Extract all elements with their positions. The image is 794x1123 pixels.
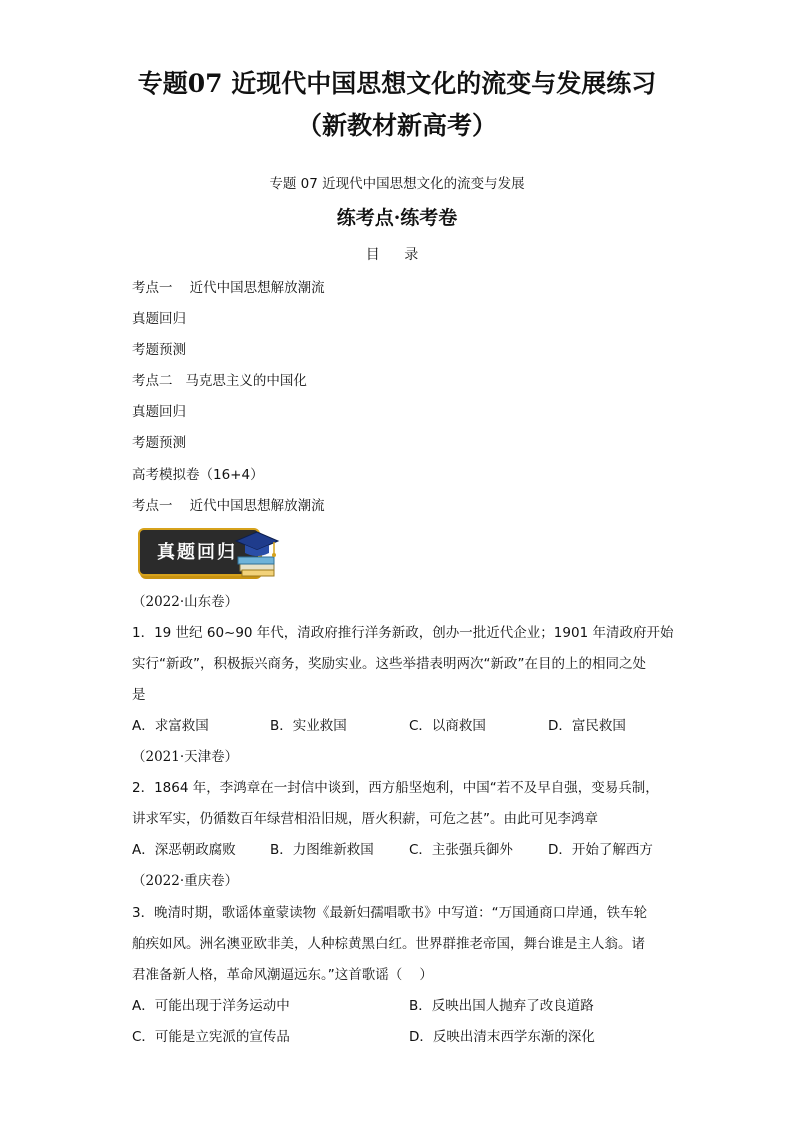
question-text-line: 实行“新政”，积极振兴商务，奖励实业。这些举措表明两次“新政”在目的上的相同之处 [132,656,646,672]
option-c[interactable]: C．可能是立宪派的宣传品 [132,1029,290,1045]
graduation-cap-books-icon [234,526,280,578]
option-d[interactable]: D．反映出清末西学东渐的深化 [409,1029,595,1045]
option-a[interactable]: A．可能出现于洋务运动中 [132,998,290,1014]
question-text-line: 2．1864 年，李鸿章在一封信中谈到，西方船坚炮利，中国“若不及早自强，变易兵制， [132,780,659,796]
option-b[interactable]: B．反映出国人抛弃了改良道路 [409,998,594,1014]
option-d[interactable]: D．开始了解西方 [548,842,653,858]
toc-item[interactable]: 真题回归 [132,404,186,420]
section-heading: 考点一 近代中国思想解放潮流 [132,498,325,514]
badge-label: 真题回归 [157,542,237,563]
toc-item[interactable]: 真题回归 [132,311,186,327]
question-source: （2022·重庆卷） [132,873,239,889]
toc-item[interactable]: 考题预测 [132,342,186,358]
option-c[interactable]: C．主张强兵御外 [409,842,513,858]
toc-item[interactable]: 考点二 马克思主义的中国化 [132,373,307,389]
document-title-subline: （新教材新高考） [296,111,497,140]
toc-item[interactable]: 考题预测 [132,435,186,451]
toc-item[interactable]: 高考模拟卷（16+4） [132,467,264,483]
toc-item[interactable]: 考点一 近代中国思想解放潮流 [132,280,325,296]
question-text-line: 讲求军实，仍循数百年绿营相沿旧规，厝火积薪，可危之甚”。由此可见李鸿章 [132,811,598,827]
option-a[interactable]: A．求富救国 [132,718,209,734]
toc-title: 目 录 [365,247,429,263]
option-a[interactable]: A．深恶朝政腐败 [132,842,236,858]
option-c[interactable]: C．以商救国 [409,718,486,734]
question-source: （2021·天津卷） [132,749,239,765]
zhenti-huigui-badge [138,526,280,578]
section-title: 练考点·练考卷 [336,207,458,229]
question-text-line: 1．19 世纪 60~90 年代，清政府推行洋务新政，创办一批近代企业；1901 年清政府开始 [132,625,674,641]
option-d[interactable]: D．富民救国 [548,718,626,734]
question-text-line: 君准备新人格，革命风潮逼远东。”这首歌谣（ ） [132,967,433,983]
option-b[interactable]: B．力图维新救国 [270,842,374,858]
document-title: 专题07 近现代中国思想文化的流变与发展练习 [137,69,657,98]
topic-subtitle: 专题 07 近现代中国思想文化的流变与发展 [269,176,525,192]
option-b[interactable]: B．实业救国 [270,718,347,734]
question-source: （2022·山东卷） [132,594,239,610]
question-text-line: 是 [132,687,146,703]
question-text-line: 3．晚清时期，歌谣体童蒙读物《最新妇孺唱歌书》中写道：“万国通商口岸通，铁车轮 [132,905,648,921]
question-text-line: 舶疾如风。洲名澳亚欧非美，人种棕黄黑白红。世界群推老帝国，舞台谁是主人翁。诸 [132,936,645,952]
